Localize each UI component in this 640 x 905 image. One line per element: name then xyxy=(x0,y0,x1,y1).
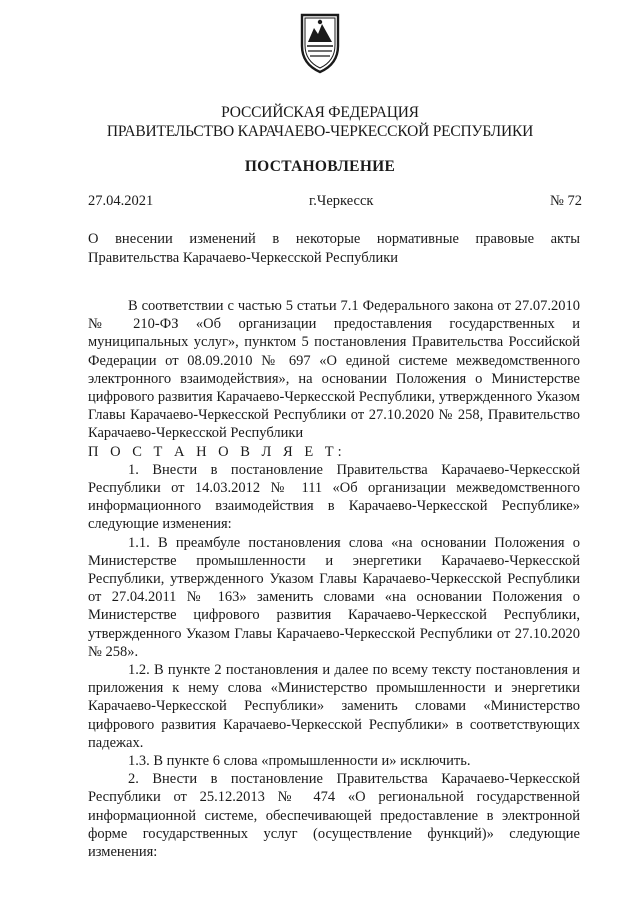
document-date: 27.04.2021 xyxy=(88,193,154,209)
document-number: № 72 xyxy=(550,193,582,209)
paragraph-1-3: 1.3. В пункте 6 слова «промышленности и» исключить. xyxy=(128,753,471,770)
document-body xyxy=(88,297,580,861)
coat-of-arms-icon xyxy=(296,12,344,74)
document-type: ПОСТАНОВЛЕНИЕ xyxy=(244,158,396,175)
document-subject: О внесении изменений в некоторые нормативные правовые акты Правительства Карачаево-Черкесской Республики xyxy=(88,231,580,266)
paragraph-1-1: 1.1. В преамбуле постановления слова «на основании Положения о Министерстве промышленности и энергетики Карачаево-Черкесской Республики, утвержденного Указом Главы Карачаево-Черкесской Республики от 27.04.2011 № 163» заменить словами «на основании Положения о Министерстве цифрового развития Карачаево-Черкесской Республики, утвержденного Указом Главы Карачаево-Черкесской Республики от 27.10.2020 № 258». xyxy=(88,534,580,660)
paragraph-1-2: 1.2. В пункте 2 постановления и далее по всему тексту постановления и приложения к нему слова «Министерство промышленности и энергетики Карачаево-Черкесской Республики» заменить словами «Министерство цифрового развития Карачаево-Черкесской Республики» в соответствующих падежах. xyxy=(88,662,580,751)
header-country: РОССИЙСКАЯ ФЕДЕРАЦИЯ xyxy=(221,104,419,121)
header-government: ПРАВИТЕЛЬСТВО КАРАЧАЕВО-ЧЕРКЕССКОЙ РЕСПУБЛИКИ xyxy=(106,123,534,140)
paragraph-2: 2. Внести в постановление Правительства Карачаево-Черкесской Республики от 25.12.2013 № 474 «О региональной государственной информационной системе, обеспечивающей предоставление в электронной форме государственных услуг (осуществление функций)» следующие изменения: xyxy=(88,771,580,861)
paragraph-1: 1. Внести в постановление Правительства Карачаево-Черкесской Республики от 14.03.2012 № 111 «Об организации межведомственного информационного взаимодействия в Карачаево-Черкесской Республике» следующие изменения: xyxy=(88,461,580,533)
preamble-paragraph: В соответствии с частью 5 статьи 7.1 Федерального закона от 27.07.2010 № 210-ФЗ «Об организации предоставления государственных и муниципальных услуг», пунктом 5 постановления Правительства Российской Федерации от 08.09.2010 № 697 «О единой системе межведомственного электронного взаимодействия», на основании Положения о Министерстве цифрового развития Карачаево-Черкесской Республики, утвержденного Указом Главы Карачаево-Черкесской Республики от 27.10.2020 № 258, Правительство Карачаево-Черкесской Республики xyxy=(88,298,580,442)
document-city: г.Черкесск xyxy=(309,193,374,209)
resolves-heading: П О С Т А Н О В Л Я Е Т: xyxy=(88,443,346,460)
